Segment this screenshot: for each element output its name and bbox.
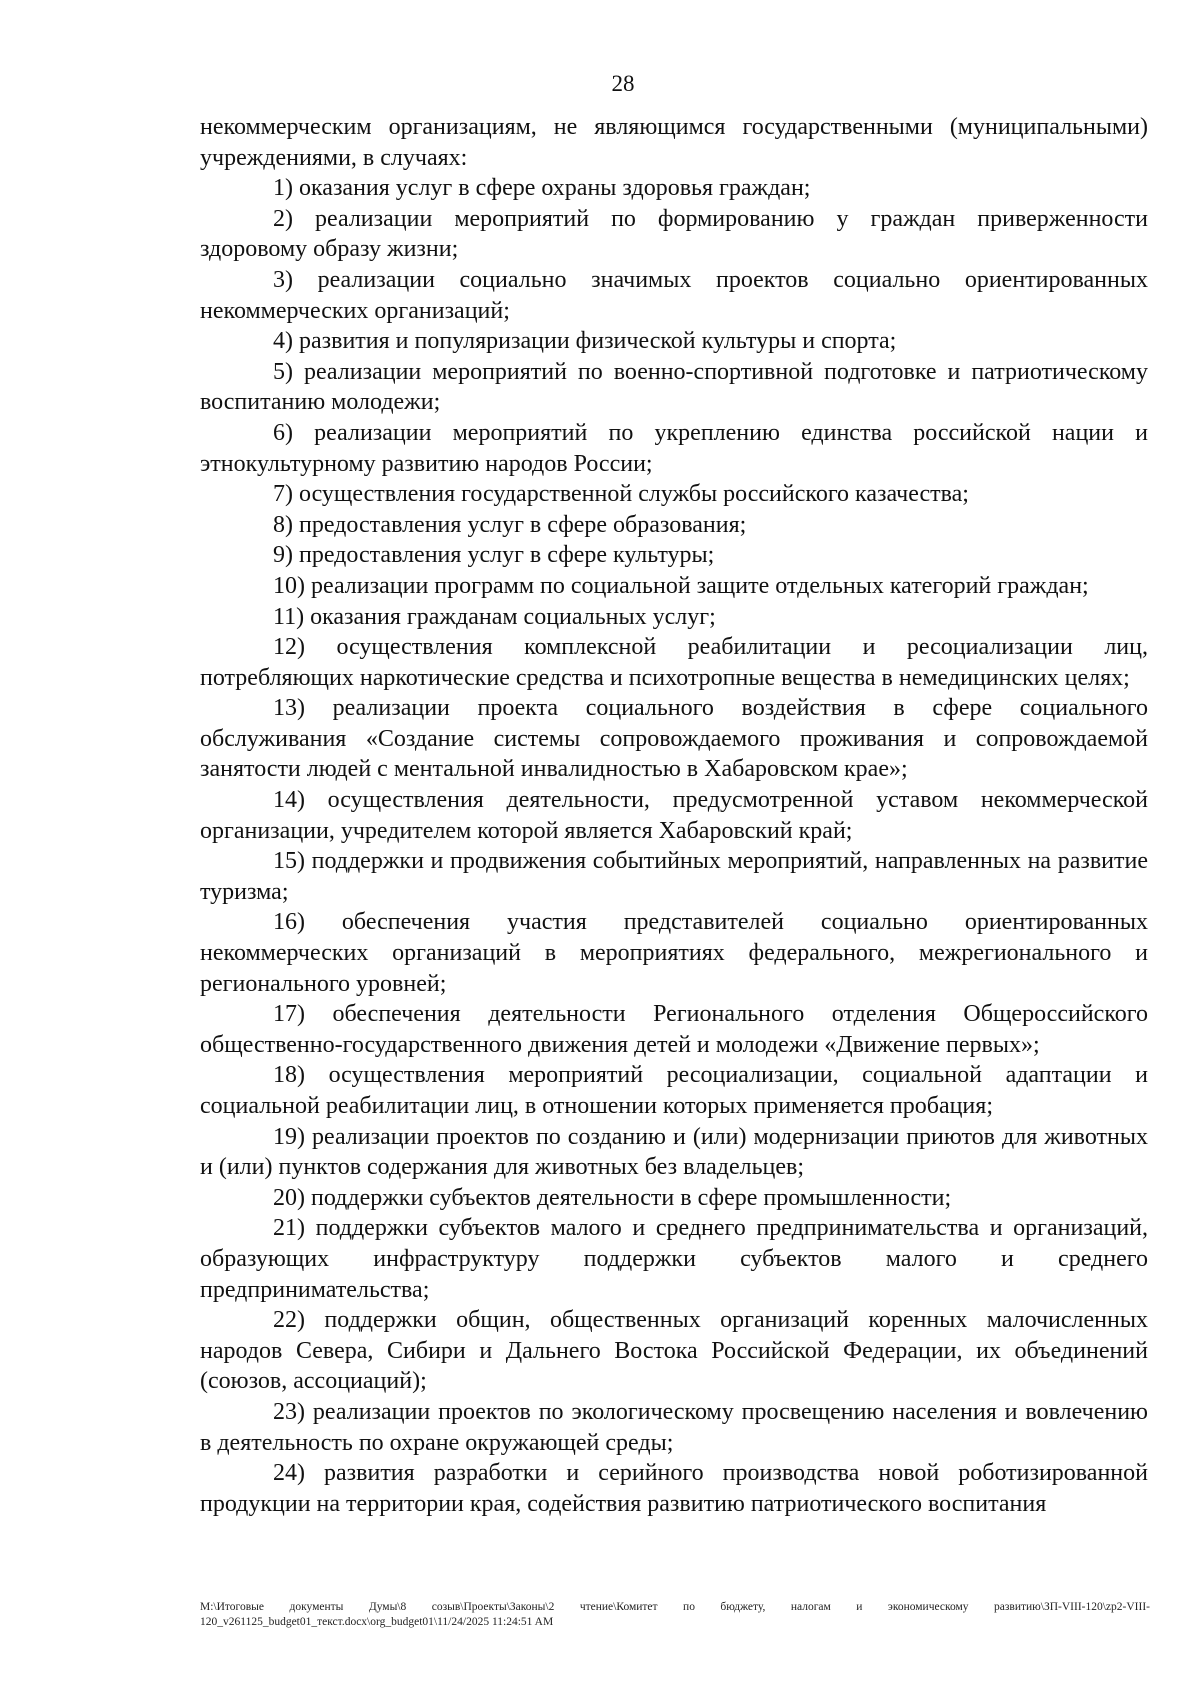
list-item: 15) поддержки и продвижения событийных мероприятий, направленных на развитие туризма; bbox=[200, 848, 1148, 905]
list-item: 5) реализации мероприятий по военно-спортивной подготовке и патриотическому воспитанию молодежи; bbox=[200, 358, 1148, 416]
list-item: 17) обеспечения деятельности Регионального отделения Общероссийского общественно-государственного движения детей и молодежи «Движение первых»; bbox=[200, 1001, 1148, 1058]
list-item: 11) оказания гражданам социальных услуг; bbox=[273, 603, 716, 630]
list-item: 21) поддержки субъектов малого и среднего предпринимательства и организаций, образующих инфраструктуру поддержки субъектов малого и среднего предпринимательства; bbox=[200, 1215, 1148, 1303]
page-number: 28 bbox=[611, 71, 635, 96]
list-item: 7) осуществления государственной службы российского казачества; bbox=[273, 481, 969, 508]
list-item: 8) предоставления услуг в сфере образования; bbox=[273, 511, 747, 538]
list-item: 6) реализации мероприятий по укреплению единства российской нации и этнокультурному развитию народов России; bbox=[200, 419, 1148, 477]
list-item: 14) осуществления деятельности, предусмотренной уставом некоммерческой организации, учредителем которой является Хабаровский край; bbox=[200, 787, 1148, 844]
list-item: 22) поддержки общин, общественных организаций коренных малочисленных народов Севера, Сибири и Дальнего Востока Российской Федерации, их объединений (союзов, ассоциаций); bbox=[200, 1307, 1148, 1395]
list-item: 13) реализации проекта социального воздействия в сфере социального обслуживания «Создание системы сопровождаемого проживания и сопровождаемой занятости людей с ментальной инвалидностью в Хабаровском крае»; bbox=[200, 695, 1148, 783]
list-item: 20) поддержки субъектов деятельности в сфере промышленности; bbox=[273, 1184, 952, 1211]
document-body bbox=[200, 112, 1148, 1519]
list-item: 10) реализации программ по социальной защите отдельных категорий граждан; bbox=[273, 572, 1089, 599]
list-item: 19) реализации проектов по созданию и (или) модернизации приютов для животных и (или) пунктов содержания для животных без владельцев; bbox=[200, 1123, 1148, 1181]
list-item: 12) осуществления комплексной реабилитации и ресоциализации лиц, потребляющих наркотические средства и психотропные вещества в немедицинских целях; bbox=[200, 634, 1148, 691]
list-item: 23) реализации проектов по экологическому просвещению населения и вовлечению в деятельность по охране окружающей среды; bbox=[200, 1398, 1148, 1456]
list-item: 24) развития разработки и серийного производства новой роботизированной продукции на территории края, содействия развитию патриотического воспитания bbox=[200, 1460, 1148, 1517]
list-item: 16) обеспечения участия представителей социально ориентированных некоммерческих организаций в мероприятиях федерального, межрегионального и регионального уровней; bbox=[200, 909, 1148, 997]
intro-paragraph: некоммерческим организациям, не являющимся государственными (муниципальными) учреждениями, в случаях: bbox=[200, 114, 1148, 171]
list-item: 18) осуществления мероприятий ресоциализации, социальной адаптации и социальной реабилитации лиц, в отношении которых применяется пробация; bbox=[200, 1062, 1148, 1119]
footer-file-path: М:\Итоговые документы Думы\8 созыв\Проекты\Законы\2 чтение\Комитет по бюджету, налогам и экономическому развитию\ЗП-VIII-120\zp2-VIII-120_v261125_budget01_текст.docx\org_budget01\11/24/2025 11:24:51 AM bbox=[200, 1601, 1150, 1628]
list-item: 9) предоставления услуг в сфере культуры; bbox=[273, 542, 715, 569]
list-item: 2) реализации мероприятий по формированию у граждан приверженности здоровому образу жизни; bbox=[200, 205, 1148, 263]
list-item: 3) реализации социально значимых проектов социально ориентированных некоммерческих организаций; bbox=[200, 266, 1148, 324]
list-item: 1) оказания услуг в сфере охраны здоровья граждан; bbox=[273, 175, 811, 202]
list-item: 4) развития и популяризации физической культуры и спорта; bbox=[273, 328, 897, 355]
